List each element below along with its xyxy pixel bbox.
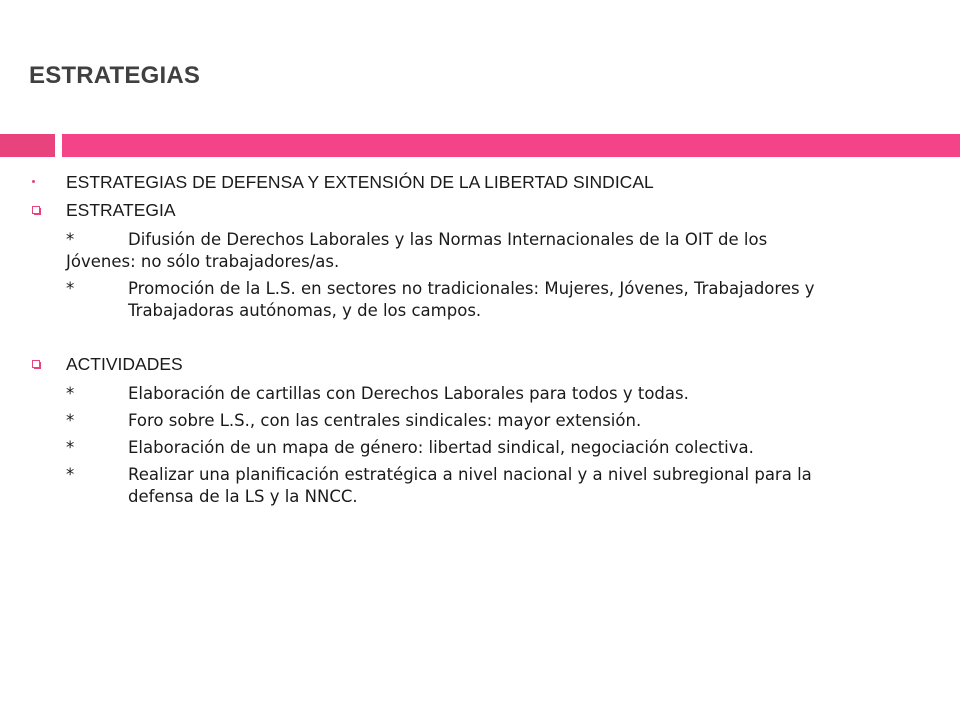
dot-bullet-icon — [32, 180, 35, 183]
accent-bar — [62, 134, 960, 157]
asterisk-bullet: * — [66, 411, 75, 430]
asterisk-bullet: * — [66, 279, 75, 298]
actividades-item — [30, 383, 830, 405]
estrategia-heading — [30, 196, 830, 224]
accent-bar-left — [0, 134, 55, 157]
actividades-item-text: Realizar una planificación estratégica a nivel nacional y a nivel subregional para la defensa de la LS y la NNCC. — [128, 465, 812, 506]
section-heading — [30, 168, 830, 196]
estrategia-item — [30, 278, 830, 322]
actividades-item — [30, 464, 830, 508]
asterisk-bullet: * — [66, 438, 75, 457]
estrategia-label: ESTRATEGIA — [66, 200, 176, 220]
estrategia-item-text: Promoción de la L.S. en sectores no tradicionales: Mujeres, Jóvenes, Trabajadores y Trabajadoras autónomas, y de los campos. — [128, 279, 815, 320]
square-checkbox-bullet-icon — [32, 206, 40, 214]
section-heading-text: ESTRATEGIAS DE DEFENSA Y EXTENSIÓN DE LA LIBERTAD SINDICAL — [66, 172, 654, 192]
asterisk-bullet: * — [66, 384, 75, 403]
slide-body — [30, 168, 830, 508]
estrategia-item-text: Difusión de Derechos Laborales y las Normas Internacionales de la OIT de los Jóvenes: no sólo trabajadores/as. — [66, 230, 768, 271]
actividades-item-text: Elaboración de cartillas con Derechos Laborales para todos y todas. — [128, 384, 689, 403]
actividades-heading — [30, 350, 830, 378]
actividades-item — [30, 437, 830, 459]
actividades-label: ACTIVIDADES — [66, 354, 183, 374]
actividades-item-text: Elaboración de un mapa de género: libertad sindical, negociación colectiva. — [128, 438, 754, 457]
asterisk-bullet: * — [66, 465, 75, 484]
square-checkbox-bullet-icon — [32, 360, 40, 368]
estrategia-item — [30, 229, 830, 273]
asterisk-bullet: * — [66, 230, 75, 249]
slide-title: ESTRATEGIAS — [29, 62, 201, 89]
spacer — [30, 322, 830, 350]
actividades-item — [30, 410, 830, 432]
actividades-item-text: Foro sobre L.S., con las centrales sindicales: mayor extensión. — [128, 411, 642, 430]
